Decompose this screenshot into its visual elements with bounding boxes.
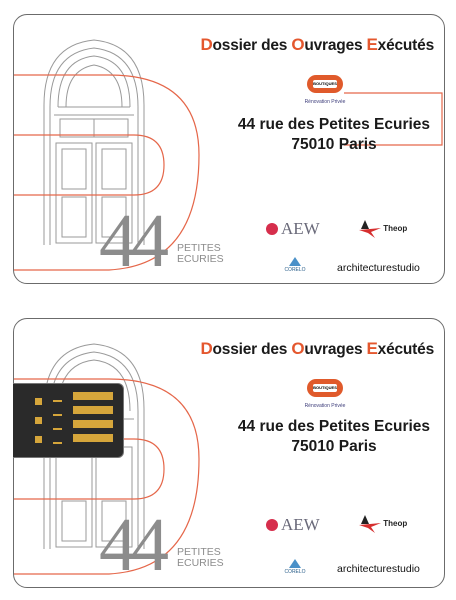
address: 44 rue des Petites Ecuries 75010 Paris — [237, 418, 431, 455]
theop-logo: Theop — [359, 220, 407, 238]
aew-mark-icon — [266, 519, 278, 531]
boutiques-logo: BOUTIQUES Rénovation Privée — [296, 75, 354, 105]
theop-star-icon — [359, 515, 381, 533]
building-name: PETITES ECURIES — [177, 242, 224, 265]
aew-mark-icon — [266, 223, 278, 235]
usb-contact — [73, 406, 113, 414]
aew-logo: AEW — [266, 219, 320, 239]
corelo-logo: CORELO — [282, 559, 308, 575]
usb-contact — [53, 400, 62, 402]
corelo-mark-icon — [289, 559, 301, 568]
usb-contact — [35, 436, 42, 443]
architecturestudio-logo: architecturestudio — [337, 563, 420, 575]
usb-contact — [35, 398, 42, 405]
corelo-mark-icon — [289, 257, 301, 266]
usb-connector — [13, 383, 124, 458]
usb-contact — [73, 434, 113, 442]
corelo-logo: CORELO — [282, 257, 308, 273]
building-number: 44 — [99, 503, 163, 587]
usb-contact — [73, 392, 113, 400]
building-name: PETITES ECURIES — [177, 546, 224, 569]
theop-star-icon — [359, 220, 381, 238]
usb-contact — [53, 414, 62, 416]
theop-logo: Theop — [359, 515, 407, 533]
usb-contact — [53, 428, 62, 430]
boutiques-logo: BOUTIQUES Rénovation Privée — [296, 379, 354, 409]
dossier-title: Dossier des Ouvrages Exécutés — [200, 35, 434, 54]
building-number: 44 — [99, 199, 163, 283]
card-top — [13, 14, 445, 284]
usb-contact — [35, 417, 42, 424]
dossier-title: Dossier des Ouvrages Exécutés — [200, 339, 434, 358]
architecturestudio-logo: architecturestudio — [337, 262, 420, 274]
address: 44 rue des Petites Ecuries 75010 Paris — [237, 116, 431, 153]
aew-logo: AEW — [266, 515, 320, 535]
usb-contact — [53, 442, 62, 444]
usb-contact — [73, 420, 113, 428]
